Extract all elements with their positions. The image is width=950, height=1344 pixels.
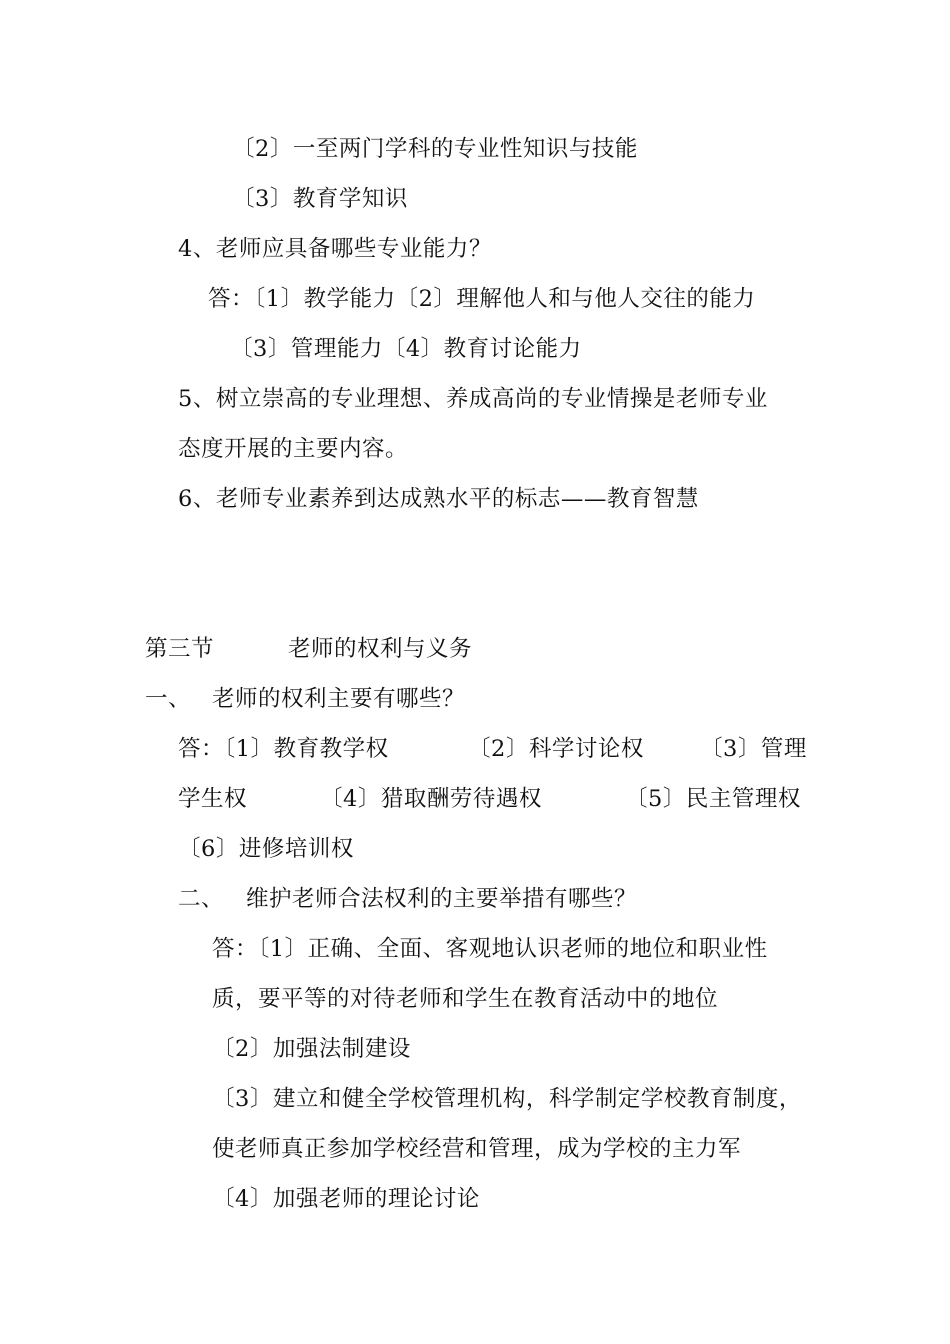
right-4: 〔4〕猎取酬劳待遇权 (320, 786, 542, 812)
answer-4-line-2: 〔3〕管理能力〔4〕教育讨论能力 (230, 336, 582, 362)
statement-5-line-1: 5、树立崇高的专业理想、养成高尚的专业情操是老师专业 (178, 386, 768, 412)
section-title: 老师的权利与义务 (288, 636, 473, 662)
part-1-question: 老师的权利主要有哪些？ (212, 686, 466, 712)
question-4: 4、老师应具备哪些专业能力？ (178, 236, 492, 262)
statement-5-line-2: 态度开展的主要内容。 (178, 436, 409, 462)
part-1-number: 一、 (145, 686, 192, 712)
right-3-part-2: 学生权 (178, 786, 248, 812)
list-item: 〔2〕一至两门学科的专业性知识与技能 (232, 136, 638, 162)
statement-6: 6、老师专业素养到达成熟水平的标志——教育智慧 (178, 486, 699, 512)
answer-4-line-1: 答：〔1〕教学能力〔2〕理解他人和与他人交往的能力 (208, 286, 756, 312)
section-label: 第三节 (145, 636, 215, 662)
measure-3-line-1: 〔3〕建立和健全学校管理机构，科学制定学校教育制度， (212, 1086, 802, 1112)
right-5: 〔5〕民主管理权 (625, 786, 801, 812)
right-6: 〔6〕进修培训权 (178, 836, 354, 862)
measure-2: 〔2〕加强法制建设 (212, 1036, 411, 1062)
part-2-question: 维护老师合法权利的主要举措有哪些？ (246, 886, 638, 912)
list-item: 〔3〕教育学知识 (232, 186, 408, 212)
measure-1-line-1: 答：〔1〕正确、全面、客观地认识老师的地位和职业性 (212, 936, 768, 962)
measure-3-line-2: 使老师真正参加学校经营和管理，成为学校的主力军 (212, 1136, 742, 1162)
right-3-part-1: 〔3〕管理 (700, 736, 807, 762)
measure-4: 〔4〕加强老师的理论讨论 (212, 1186, 480, 1212)
right-2: 〔2〕科学讨论权 (468, 736, 644, 762)
part-2-number: 二、 (178, 886, 225, 912)
right-1: 答：〔1〕教育教学权 (178, 736, 389, 762)
measure-1-line-2: 质，要平等的对待老师和学生在教育活动中的地位 (212, 986, 719, 1012)
